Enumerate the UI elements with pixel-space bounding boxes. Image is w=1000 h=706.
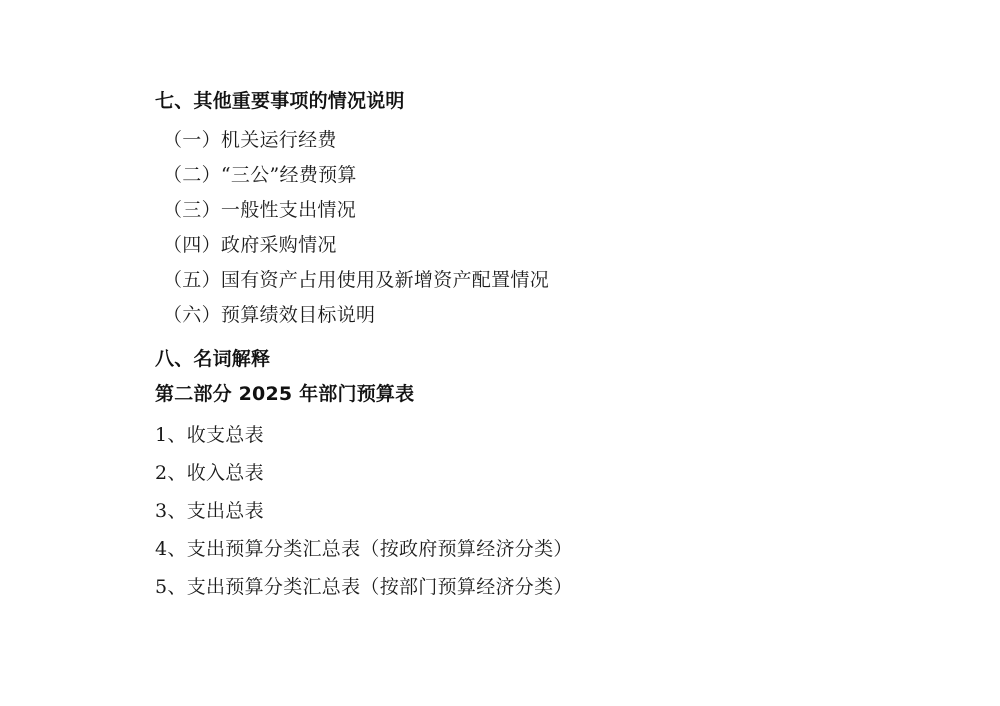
section-eight-heading: 八、名词解释	[155, 348, 271, 370]
part-two-item-3: 3、支出总表	[155, 500, 264, 522]
part-two-item-1: 1、收支总表	[155, 424, 264, 446]
section-seven-item-5: （五）国有资产占用使用及新增资产配置情况	[163, 269, 550, 291]
document-content	[155, 92, 915, 616]
section-seven-item-1: （一）机关运行经费	[163, 129, 337, 151]
section-seven-heading: 七、其他重要事项的情况说明	[155, 90, 405, 112]
section-seven-item-4: （四）政府采购情况	[163, 234, 337, 256]
part-two-item-5: 5、支出预算分类汇总表（按部门预算经济分类）	[155, 576, 573, 598]
section-seven-item-3: （三）一般性支出情况	[163, 199, 357, 221]
section-seven-item-6: （六）预算绩效目标说明	[163, 304, 376, 326]
part-two-item-2: 2、收入总表	[155, 462, 264, 484]
part-two-item-4: 4、支出预算分类汇总表（按政府预算经济分类）	[155, 538, 573, 560]
section-seven-item-2: （二）“三公”经费预算	[163, 164, 357, 186]
part-two-heading: 第二部分 2025 年部门预算表	[155, 383, 415, 405]
